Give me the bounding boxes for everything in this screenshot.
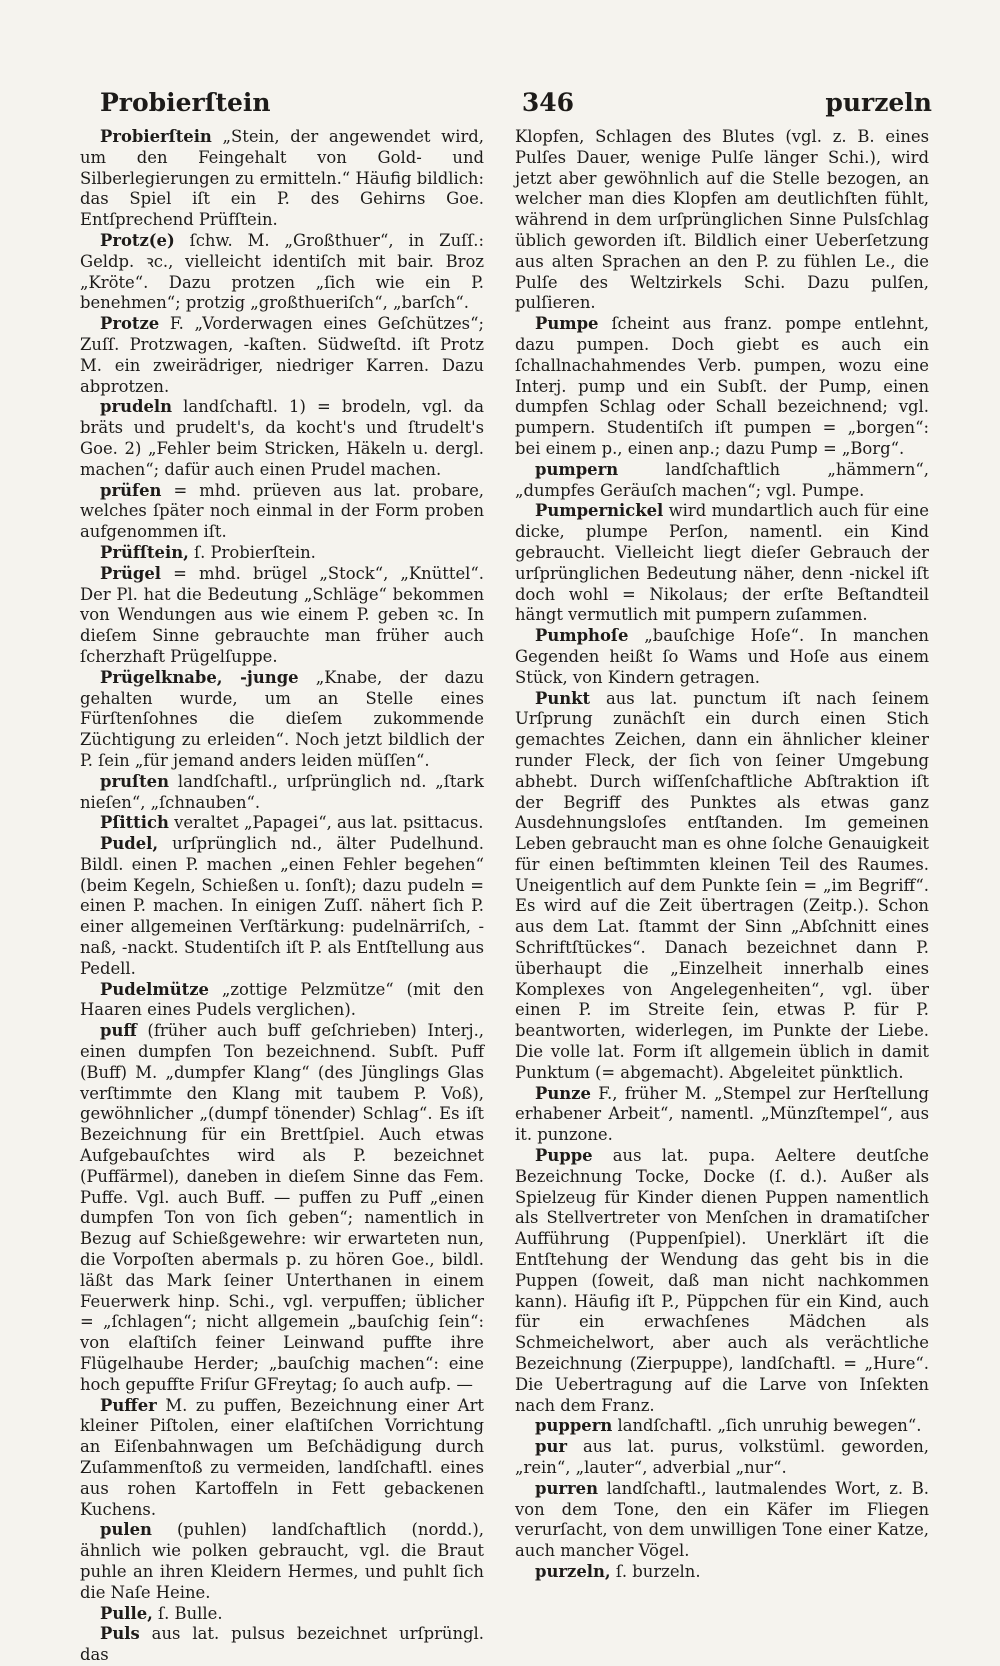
entry-text: aus lat. pulsus bezeichnet urſprüngl. das — [80, 1624, 484, 1665]
dictionary-entry — [515, 1146, 929, 1416]
dictionary-entry — [80, 834, 484, 980]
entry-headword: purzeln, — [535, 1561, 611, 1581]
entry-text: wird mundartlich auch für eine dicke, plumpe Perſon, namentl. ein Kind gebraucht. Vielleicht liegt dieſer Gebrauch der urſprünglichen Bedeutung näher, denn -nickel iſt doch wohl = Nikolaus; der erſte Beſtandteil hängt vermutlich mit pumpern zuſammen. — [515, 501, 929, 625]
running-head-left: Probierſtein — [100, 87, 271, 117]
entry-headword: Puffer — [100, 1395, 157, 1415]
entry-headword: Protz(e) — [100, 230, 175, 250]
entry-headword: Prügelknabe, -junge — [100, 667, 299, 687]
entry-headword: Puppe — [535, 1146, 593, 1166]
dictionary-entry — [515, 689, 929, 1084]
dictionary-entry — [80, 1624, 484, 1666]
dictionary-entry — [80, 397, 484, 480]
entry-headword: Pumphoſe — [535, 626, 629, 646]
dictionary-entry — [80, 1520, 484, 1603]
entry-text: „Stein, der angewendet wird, um den Feingehalt von Gold- und Silberlegierungen zu ermitteln.“ Häufig bildlich: das Spiel iſt ein P. des Gehirns Goe. Entſprechend Prüfſtein. — [80, 127, 484, 230]
entry-headword: Pumpe — [535, 314, 599, 334]
entry-text: F., früher M. „Stempel zur Herſtellung erhabener Arbeit“, namentl. „Münzſtempel“, aus it. punzone. — [515, 1083, 929, 1145]
entry-text: aus lat. purus, volkstüml. geworden, „rein“, „lauter“, adverbial „nur“. — [515, 1437, 929, 1477]
dictionary-entry — [80, 668, 484, 772]
entry-text: (puhlen) landſchaftlich (nordd.), ähnlich wie polken gebraucht, vgl. die Braut puhle an ihren Kleidern Hermes, und puhlt ſich die Naſe Heine. — [80, 1520, 484, 1602]
entry-headword: pur — [535, 1437, 568, 1457]
entry-text: urſprünglich nd., älter Pudelhund. Bildl. einen P. machen „einen Fehler begehen“ (beim Kegeln, Schießen u. ſonſt); dazu pudeln = einen P. machen. In einigen Zuſſ. nähert ſich P. einer allgemeinen Verſtärkung: pudelnärriſch, -naß, -nackt. Studentiſch iſt P. als Entſtellung aus Pedell. — [80, 834, 484, 978]
entry-text: Klopfen, Schlagen des Blutes (vgl. z. B. eines Pulſes Dauer, wenige Pulſe länger Schi.), wird jetzt aber gewöhnlich auf die Stelle bezogen, an welcher man dies Klopfen am deutlichſten fühlt, während in dem urſprünglichen Sinne Pulsſchlag üblich geworden iſt. Bildlich einer Ueberſetzung aus alten Sprachen an den P. zu fühlen Le., die Pulſe des Weltzirkels Schi. Dazu pulſen, pulſieren. — [515, 127, 929, 313]
dictionary-entry — [515, 460, 929, 502]
entry-text: „zottige Pelzmütze“ (mit den Haaren eines Pudels verglichen). — [80, 979, 484, 1020]
entry-text: ſchw. M. „Großthuer“, in Zuſſ.: Geldp. ꝛc., vielleicht identiſch mit bair. Broz „Kröte“. Dazu protzen „ſich wie ein P. benehmen“; protzig „großthueriſch“, „barſch“. — [80, 230, 484, 313]
dictionary-entry — [515, 127, 929, 314]
dictionary-entry — [515, 1437, 929, 1479]
dictionary-entry — [80, 772, 484, 814]
entry-headword: pruſten — [100, 771, 169, 791]
dictionary-entry — [515, 1416, 929, 1437]
right-column — [515, 127, 929, 1583]
entry-headword: puff — [100, 1021, 137, 1041]
entry-text: landſchaftl. „ſich unruhig bewegen“. — [612, 1416, 922, 1436]
entry-text: aus lat. punctum iſt nach ſeinem Urſprung zunächſt ein durch einen Stich gemachtes Zeichen, dann ein ähnlicher kleiner runder Fleck, der ſich von ſeiner Umgebung abhebt. Durch wiſſenſchaftliche Abſtraktion iſt der Begriff des Punktes als etwas ganz Ausdehnungsloſes entſtanden. Im gemeinen Leben gebraucht man es ohne ſolche Genauigkeit für einen beſtimmten kleinen Teil des Raumes. Uneigentlich auf dem Punkte ſein = „im Begriff“. Es wird auf die Zeit übertragen (Zeitp.). Schon aus dem Lat. ſtammt der Sinn „Abſchnitt eines Schriftſtückes“. Danach bezeichnet dann P. überhaupt die „Einzelheit innerhalb eines Komplexes von Angelegenheiten“, vgl. über einen P. im Streite ſein, etwas P. für P. beantworten, widerlegen, im Punkte der Liebe. Die volle lat. Form iſt allgemein üblich in damit Punktum (= abgemacht). Abgeleitet pünktlich. — [515, 688, 929, 1082]
entry-text: = mhd. prüeven aus lat. probare, welches ſpäter noch einmal in der Form proben aufgenommen iſt. — [80, 480, 484, 542]
running-head-right: purzeln — [825, 87, 932, 117]
entry-text: landſchaftl., urſprünglich nd. „ſtark nieſen“, „ſchnauben“. — [80, 771, 484, 812]
dictionary-entry — [80, 564, 484, 668]
entry-headword: Pſittich — [100, 813, 169, 833]
entry-headword: Pudel, — [100, 834, 159, 854]
entry-headword: Punze — [535, 1083, 591, 1103]
entry-text: veraltet „Papagei“, aus lat. psittacus. — [168, 813, 484, 833]
entry-text: „bauſchige Hoſe“. In manchen Gegenden heißt ſo Wams und Hoſe aus einem Stück, von Kindern getragen. — [515, 626, 929, 687]
entry-headword: Prügel — [100, 563, 161, 583]
entry-text: ſ. burzeln. — [610, 1561, 701, 1581]
entry-headword: pumpern — [535, 459, 619, 479]
dictionary-entry — [80, 1604, 484, 1625]
dictionary-entry — [80, 980, 484, 1022]
entry-text: ſcheint aus franz. pompe entlehnt, dazu pumpen. Doch giebt es auch ein ſchallnachahmendes Verb. pumpen, wozu eine Interj. pump und ein Subſt. der Pump, einen dumpfen Schlag oder Schall bezeichnend; vgl. pumpern. Studentiſch iſt pumpen = „borgen“: bei einem p., einen anp.; dazu Pump = „Borg“. — [515, 314, 929, 458]
dictionary-entry — [80, 481, 484, 543]
entry-text: F. „Vorderwagen eines Geſchützes“; Zuſſ. Protzwagen, -kaſten. Südweſtd. iſt Protz M. ein zweirädriger, niedriger Karren. Dazu abprotzen. — [80, 314, 484, 396]
dictionary-entry — [515, 501, 929, 626]
entry-text: = mhd. brügel „Stock“, „Knüttel“. Der Pl. hat die Bedeutung „Schläge“ bekommen von Wendungen aus wie einem P. geben ꝛc. In dieſem Sinne gebrauchte man früher auch ſcherzhaft Prügelſuppe. — [80, 563, 484, 666]
entry-text: ſ. Bulle. — [152, 1603, 223, 1623]
entry-headword: Prüfſtein, — [100, 542, 189, 562]
entry-headword: Puls — [100, 1624, 140, 1644]
entry-headword: puppern — [535, 1416, 613, 1436]
entry-text: „Knabe, der dazu gehalten wurde, um an Stelle eines Fürſtenſohnes die dieſem zukommende Züchtigung zu erleiden“. Noch jetzt bildlich der P. ſein „für jemand anders leiden müſſen“. — [80, 667, 484, 770]
dictionary-entry — [80, 314, 484, 397]
dictionary-entry — [80, 813, 484, 834]
dictionary-entry — [515, 1479, 929, 1562]
entry-headword: pulen — [100, 1520, 152, 1540]
entry-headword: Pumpernickel — [535, 501, 664, 521]
dictionary-entry — [515, 1084, 929, 1146]
dictionary-entry — [80, 127, 484, 231]
dictionary-entry — [80, 543, 484, 564]
entry-text: ſ. Probierſtein. — [188, 542, 316, 562]
entry-text: landſchaftl., lautmalendes Wort, z. B. von dem Tone, den ein Käfer im Fliegen verurſacht, von dem unwilligen Tone einer Katze, auch mancher Vögel. — [515, 1478, 929, 1561]
dictionary-entry — [80, 1021, 484, 1395]
dictionary-entry — [80, 231, 484, 314]
dictionary-entry — [80, 1396, 484, 1521]
dictionary-entry — [515, 626, 929, 688]
page-number: 346 — [521, 87, 575, 117]
entry-headword: Probierſtein — [100, 127, 212, 146]
page-header — [100, 82, 932, 122]
entry-text: (früher auch buff geſchrieben) Interj., einen dumpfen Ton bezeichnend. Subſt. Puff (Buff) M. „dumpfer Klang“ (des Jünglings Glas verſtimmte den Klang mit taubem P. Voß), gewöhnlicher „(dumpf tönender) Schlag“. Es iſt Bezeichnung für ein Brettſpiel. Auch etwas Aufgebauſchtes wird als P. bezeichnet (Puffärmel), daneben in dieſem Sinne das Fem. Puffe. Vgl. auch Buff. — puffen zu Puff „einen dumpfen Ton von ſich geben“; namentlich in Bezug auf Schießgewehre: wir erwarteten nun, die Vorpoſten abermals p. zu hören Goe., bildl. läßt das Mark ſeiner Unterthanen in einem Feuerwerk hinp. Schi., vgl. verpuffen; üblicher = „ſchlagen“; nicht allgemein „bauſchig ſein“: von elaſtiſch feiner Leinwand puffte ihre Flügelhaube Herder; „bauſchig machen“: eine hoch gepuffte Friſur GFreytag; ſo auch aufp. — — [80, 1021, 484, 1394]
entry-headword: prüfen — [100, 480, 162, 500]
dictionary-entry — [515, 314, 929, 460]
entry-text: aus lat. pupa. Aeltere deutſche Bezeichnung Tocke, Docke (ſ. d.). Außer als Spielzeug für Kinder dienen Puppen namentlich als Stellvertreter von Menſchen in dramatiſcher Aufführung (Puppenſpiel). Unerklärt iſt die Entſtehung der Wendung das geht bis in die Puppen (ſoweit, daß man nicht nachkommen kann). Häufig iſt P., Püppchen für ein Kind, auch für ein erwachſenes Mädchen als Schmeichelwort, aber auch als verächtliche Bezeichnung (Zierpuppe), landſchaftl. = „Hure“. Die Uebertragung auf die Larve von Inſekten nach dem Franz. — [515, 1146, 929, 1415]
entry-headword: Pulle, — [100, 1603, 153, 1623]
entry-headword: prudeln — [100, 397, 173, 417]
entry-headword: Pudelmütze — [100, 979, 209, 999]
entry-headword: purren — [535, 1478, 598, 1498]
entry-text: landſchaftl. 1) = brodeln, vgl. da bräts und prudelt's, da kocht's und ſtrudelt's Goe. 2) „Fehler beim Stricken, Häkeln u. dergl. machen“; dafür auch einen Prudel machen. — [80, 397, 484, 479]
entry-headword: Punkt — [535, 688, 591, 708]
entry-text: landſchaftlich „hämmern“, „dumpfes Geräuſch machen“; vgl. Pumpe. — [515, 459, 929, 500]
dictionary-entry — [515, 1562, 929, 1583]
left-column — [80, 127, 484, 1666]
entry-headword: Protze — [100, 314, 160, 334]
entry-text: M. zu puffen, Bezeichnung einer Art kleiner Piſtolen, einer elaſtiſchen Vorrichtung an Eiſenbahnwagen um Beſchädigung durch Zuſammenſtoß zu vermeiden, landſchaftl. eines aus rohen Kartoffeln in Fett gebackenen Kuchens. — [80, 1395, 484, 1519]
